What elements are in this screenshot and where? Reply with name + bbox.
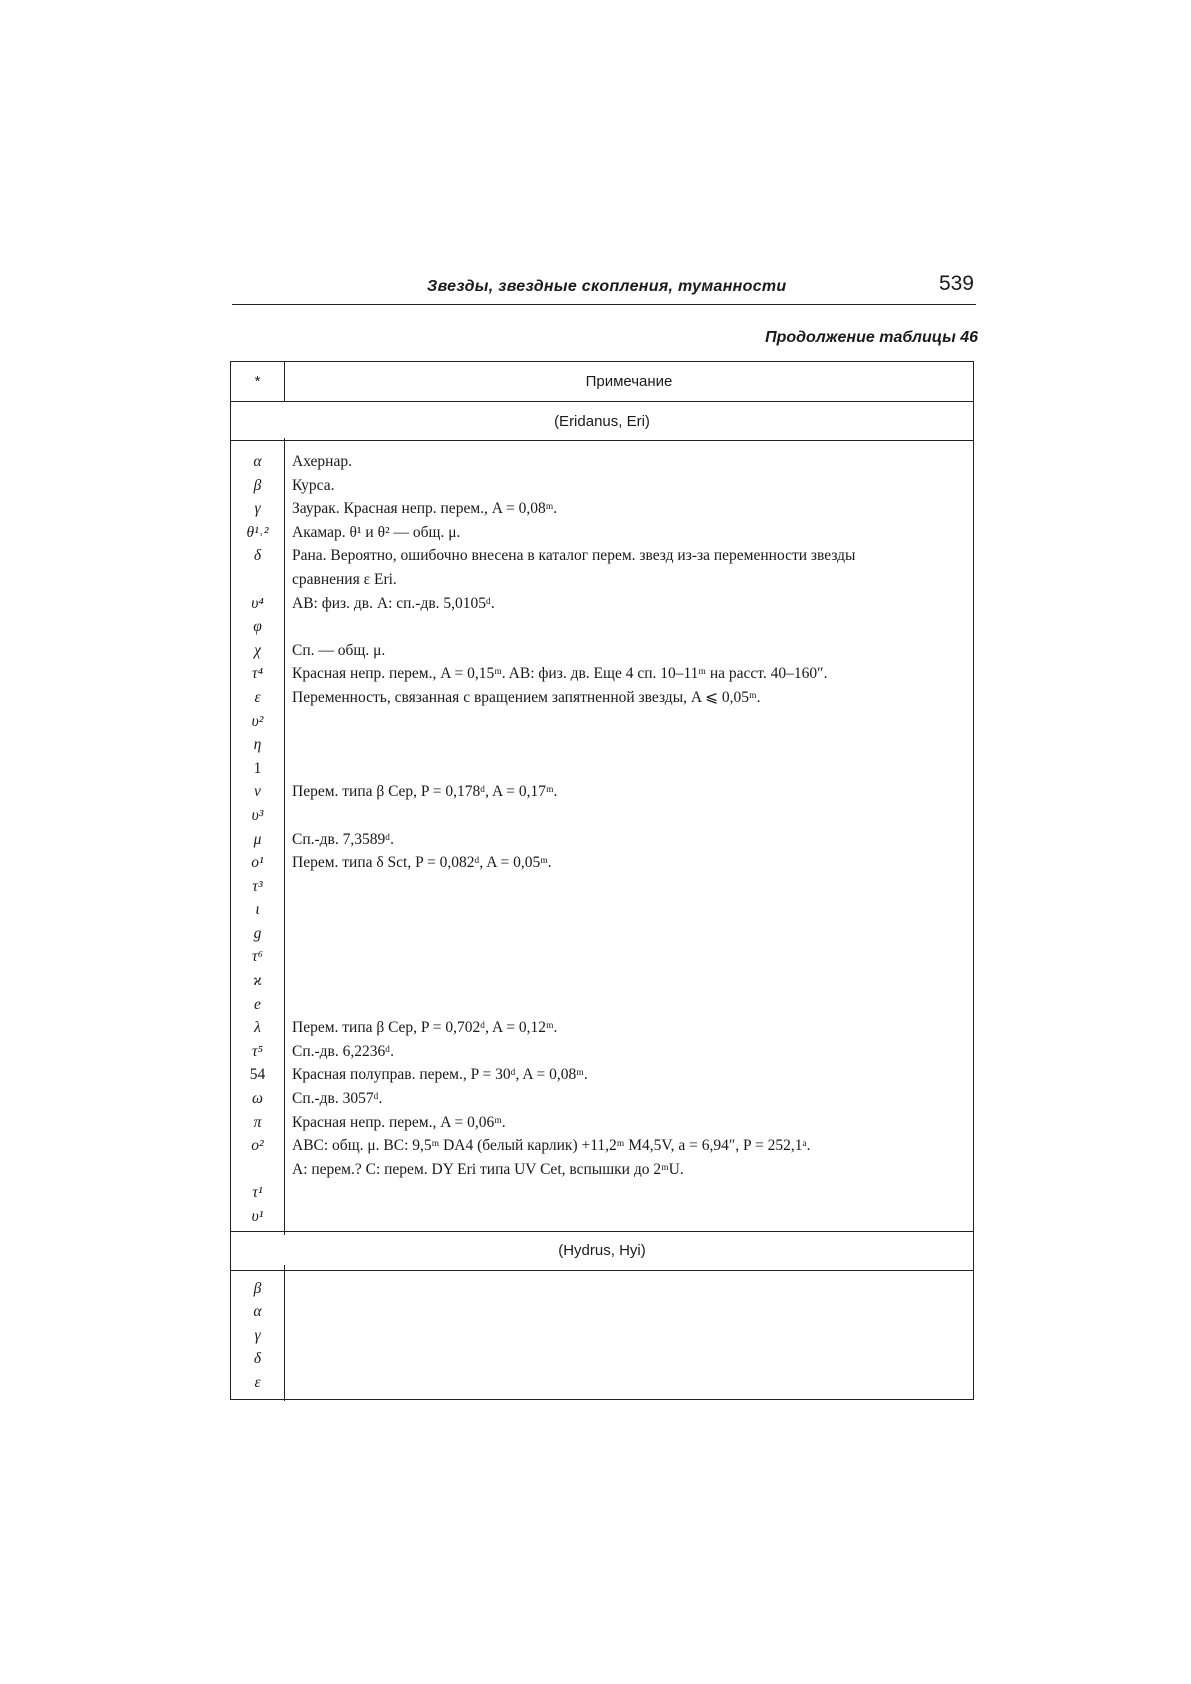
- star-designation: υ³: [251, 806, 264, 824]
- star-note: Сп. — общ. μ.: [292, 641, 386, 659]
- table-row: [231, 780, 973, 804]
- star-designation: η: [253, 736, 262, 754]
- star-designation: e: [254, 995, 261, 1013]
- table-row: [231, 1347, 973, 1371]
- star-note: AB: физ. дв. A: сп.-дв. 5,0105ᵈ.: [292, 594, 495, 612]
- star-note: Заурак. Красная непр. перем., A = 0,08ᵐ.: [292, 500, 558, 518]
- section-title-eridanus: (Eridanus, Eri): [231, 402, 973, 441]
- header-star-column: *: [231, 362, 285, 401]
- star-designation: ω: [252, 1090, 263, 1108]
- star-designation: α: [253, 453, 262, 470]
- table-row: [231, 733, 973, 757]
- star-note: [284, 1347, 973, 1371]
- star-note: [284, 898, 973, 922]
- column-divider: [284, 1265, 285, 1401]
- star-designation: 1: [253, 759, 262, 777]
- table-row: [231, 474, 973, 498]
- star-designation: o²: [251, 1137, 264, 1155]
- star-note: [284, 1181, 973, 1205]
- star-designation: β: [253, 476, 262, 494]
- table-row: [231, 969, 973, 993]
- table-row: [231, 1087, 973, 1111]
- star-designation: [231, 1158, 284, 1182]
- star-designation: 54: [249, 1066, 266, 1084]
- star-designation: β: [253, 1279, 262, 1297]
- star-designation: g: [253, 924, 262, 942]
- star-designation: τ⁴: [252, 665, 263, 683]
- star-designation: υ²: [251, 712, 264, 730]
- star-designation: α: [253, 1303, 262, 1321]
- star-note: Сп.-дв. 7,3589ᵈ.: [292, 830, 394, 848]
- star-note: A: перем.? C: перем. DY Eri типа UV Cet, вспышки до 2ᵐU.: [292, 1160, 684, 1178]
- table-row: [231, 757, 973, 781]
- star-note: Красная полуправ. перем., P = 30ᵈ, A = 0,08ᵐ.: [292, 1066, 588, 1084]
- star-note: Красная непр. перем., A = 0,06ᵐ.: [292, 1113, 506, 1131]
- table-row: [231, 1277, 973, 1301]
- star-note: [284, 1300, 973, 1324]
- table-caption: Продолжение таблицы 46: [765, 329, 978, 346]
- table-row: [231, 639, 973, 663]
- star-designation: ϰ: [253, 972, 262, 990]
- star-note: Сп.-дв. 3057ᵈ.: [292, 1090, 383, 1108]
- table-row: [231, 615, 973, 639]
- star-note: [284, 1371, 973, 1395]
- table-row: [231, 710, 973, 734]
- section-title-hydrus: (Hydrus, Hyi): [231, 1232, 973, 1271]
- table-row: [231, 1300, 973, 1324]
- table-row: [231, 851, 973, 875]
- star-designation: δ: [253, 1350, 262, 1368]
- star-designation: δ: [253, 547, 262, 565]
- star-designation: o¹: [251, 854, 264, 872]
- star-note: Перем. типа β Cep, P = 0,178ᵈ, A = 0,17ᵐ.: [292, 783, 558, 801]
- star-note: ABC: общ. μ. BC: 9,5ᵐ DA4 (белый карлик) +11,2ᵐ M4,5V, a = 6,94″, P = 252,1ᵃ.: [292, 1137, 811, 1155]
- table-row: [231, 1205, 973, 1229]
- star-designation: τ⁵: [252, 1042, 263, 1060]
- table-row: [231, 1158, 973, 1182]
- table-row: [231, 544, 973, 568]
- table-row: [231, 993, 973, 1017]
- table-row: [231, 1324, 973, 1348]
- notes-table: [230, 361, 974, 1400]
- table-row: [231, 945, 973, 969]
- star-note: Ахернар.: [292, 453, 352, 470]
- star-designation: φ: [253, 618, 262, 636]
- table-row: [231, 1040, 973, 1064]
- star-note: [284, 757, 973, 781]
- star-note: [284, 1324, 973, 1348]
- table-row: [231, 521, 973, 545]
- star-designation: μ: [253, 830, 262, 848]
- section-hydrus: [231, 1271, 973, 1399]
- star-note: [284, 993, 973, 1017]
- star-designation: γ: [254, 1326, 261, 1344]
- running-title: Звезды, звездные скопления, туманности: [427, 278, 787, 295]
- header-note-column: Примечание: [585, 373, 673, 390]
- table-row: [231, 497, 973, 521]
- table-row: [231, 898, 973, 922]
- table-row: [231, 1134, 973, 1158]
- star-designation: ν: [254, 783, 261, 801]
- star-note: [284, 1205, 973, 1229]
- table-row: [231, 568, 973, 592]
- star-note: [284, 969, 973, 993]
- star-note: [284, 710, 973, 734]
- table-row: [231, 1111, 973, 1135]
- table-row: [231, 1181, 973, 1205]
- star-note: Красная непр. перем., A = 0,15ᵐ. AB: физ. дв. Еще 4 сп. 10–11ᵐ на расст. 40–160″.: [292, 665, 828, 683]
- star-designation: υ⁴: [251, 594, 264, 612]
- star-designation: τ³: [252, 877, 263, 895]
- table-row: [231, 922, 973, 946]
- star-note: [284, 945, 973, 969]
- running-header: [232, 272, 976, 305]
- star-note: [284, 733, 973, 757]
- table-row: [231, 450, 973, 474]
- star-designation: τ⁶: [252, 948, 263, 966]
- star-designation: γ: [254, 500, 261, 518]
- star-designation: χ: [254, 641, 261, 659]
- star-note: Акамар. θ¹ и θ² — общ. μ.: [292, 523, 461, 541]
- star-note: [284, 922, 973, 946]
- star-note: [284, 804, 973, 828]
- table-row: [231, 804, 973, 828]
- table-row: [231, 686, 973, 710]
- star-note: Перем. типа δ Sct, P = 0,082ᵈ, A = 0,05ᵐ.: [292, 854, 552, 872]
- table-row: [231, 1063, 973, 1087]
- star-note: Переменность, связанная с вращением запятненной звезды, A ⩽ 0,05ᵐ.: [292, 688, 761, 706]
- table-header: [231, 362, 973, 402]
- page-number: 539: [938, 272, 974, 295]
- table-row: [231, 592, 973, 616]
- star-note: Сп.-дв. 6,2236ᵈ.: [292, 1042, 394, 1060]
- star-note: [284, 1277, 973, 1301]
- table-row: [231, 828, 973, 852]
- star-note: [284, 875, 973, 899]
- star-note: Рана. Вероятно, ошибочно внесена в каталог перем. звезд из-за переменности звезды: [292, 547, 856, 565]
- star-designation: ε: [254, 1373, 261, 1391]
- table-row: [231, 1016, 973, 1040]
- star-designation: θ¹˒²: [246, 523, 269, 541]
- table-row: [231, 662, 973, 686]
- star-note: Перем. типа β Cep, P = 0,702ᵈ, A = 0,12ᵐ.: [292, 1019, 558, 1037]
- star-note: [284, 615, 973, 639]
- table-row: [231, 875, 973, 899]
- star-designation: τ¹: [252, 1184, 263, 1202]
- star-designation: π: [253, 1113, 262, 1131]
- table-row: [231, 1371, 973, 1395]
- star-designation: υ¹: [251, 1208, 264, 1225]
- star-designation: λ: [254, 1019, 261, 1037]
- star-designation: ι: [255, 901, 260, 919]
- star-designation: ε: [254, 688, 261, 706]
- star-note: сравнения ε Eri.: [292, 570, 397, 588]
- star-designation: [231, 568, 284, 592]
- star-note: Курса.: [292, 476, 335, 494]
- column-divider: [284, 438, 285, 1235]
- section-eridanus: [231, 441, 973, 1232]
